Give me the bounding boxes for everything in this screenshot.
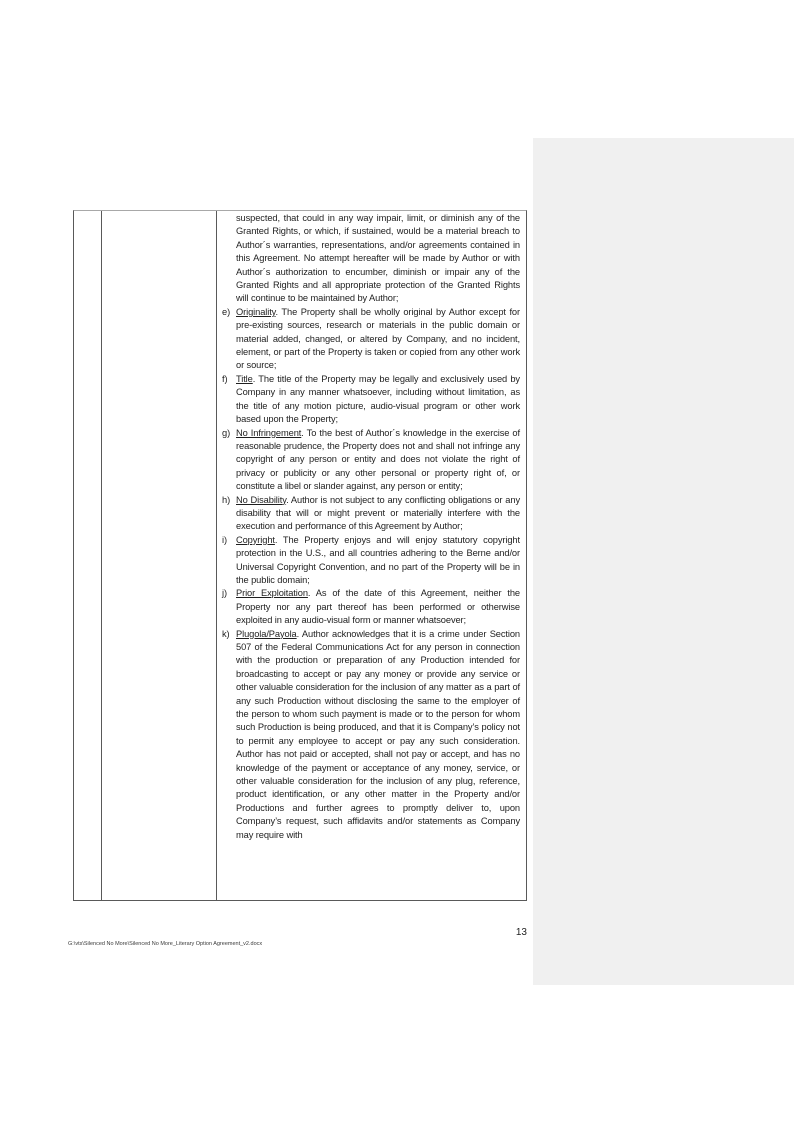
item-body: . The title of the Property may be legally and exclusively used by Company in any manner whatsoever, including without limitation, as the title of any motion picture, audio-visual program or other work based upon the Property; bbox=[236, 373, 520, 425]
item-letter: h) bbox=[222, 494, 231, 505]
item-letter: k) bbox=[222, 628, 230, 639]
footer-file-path: G:\vts\Silenced No More\Silenced No More_Literary Option Agreement_v2.docx bbox=[68, 941, 263, 947]
item-heading: No Disability bbox=[236, 494, 287, 505]
table-column-number bbox=[74, 211, 102, 900]
agreement-table bbox=[73, 210, 527, 901]
item-letter: j) bbox=[222, 588, 227, 599]
continuation-paragraph: suspected, that could in any way impair, limit, or diminish any of the Granted Rights, or which, if sustained, would be a material breach to Author´s warranties, representations, and/or agreements contained in this Agreement. No attempt hereafter will be made by Author or with Author´s authorization to encumber, diminish or impair any of the Granted Rights and all appropriate protection of the Granted Rights will continue to be maintained by Author; bbox=[236, 213, 520, 304]
item-letter: f) bbox=[222, 373, 228, 384]
item-body: . Author acknowledges that it is a crime under Section 507 of the Federal Communications Act for any person in connection with the production or preparation of any Production intended for broadcasting to accept or pay any money or provide any service or other valuable consideration for the inclusion of any matter as a part of any such Production without disclosing the same to the employer of the person to whom such payment is made or to the person for whom such Production is being produced, and that it is Company’s policy not to permit any employee to accept or pay any such consideration. Author has not paid or accepted, shall not pay or accept, and has no knowledge of the payment or acceptance of any money, service, or other valuable consideration for the inclusion of any plug, reference, product identification, or any other matter in the Property and/or Productions and further agrees to promptly deliver to, upon Company’s request, such affidavits and/or statements as Company may require with bbox=[236, 628, 520, 840]
item-letter: i) bbox=[222, 534, 227, 545]
warranty-item bbox=[217, 306, 520, 373]
page-number: 13 bbox=[515, 927, 527, 938]
item-body: . As of the date of this Agreement, neither the Property nor any part thereof has been performed or otherwise exploited in any audio-visual form or manner whatsoever; bbox=[236, 588, 521, 626]
table-column-content bbox=[217, 211, 526, 900]
item-body: . The Property enjoys and will enjoy statutory copyright protection in the U.S., and all countries adhering to the Berne and/or Universal Copyright Convention, and no part of the Property will be in the public domain; bbox=[236, 534, 520, 585]
item-heading: Originality bbox=[236, 306, 276, 317]
warranty-items bbox=[217, 306, 520, 842]
item-heading: No Infringement bbox=[236, 427, 302, 438]
warranty-item bbox=[217, 587, 520, 627]
item-heading: Copyright bbox=[236, 534, 275, 545]
table-column-label bbox=[102, 211, 217, 900]
warranty-item bbox=[217, 628, 520, 843]
item-body: . To the best of Author´s knowledge in the exercise of reasonable prudence, the Property does not and shall not infringe any copyright of any person or entity and does not violate the right of privacy or publicity or any other personal or property right of, or constitute a libel or slander against, any person or entity; bbox=[236, 427, 520, 492]
item-letter: e) bbox=[222, 306, 231, 317]
item-heading: Prior Exploitation bbox=[236, 588, 308, 599]
warranty-item bbox=[217, 427, 520, 494]
item-letter: g) bbox=[222, 427, 231, 438]
warranty-item bbox=[217, 373, 520, 427]
warranty-item bbox=[217, 494, 520, 534]
side-panel bbox=[533, 138, 794, 985]
item-body: . Author is not subject to any conflicting obligations or any disability that will or might prevent or materially interfere with the execution and performance of this Agreement by Author; bbox=[236, 494, 520, 532]
item-heading: Title bbox=[236, 373, 253, 384]
item-heading: Plugola/Payola bbox=[236, 628, 297, 639]
item-body: . The Property shall be wholly original by Author except for pre-existing sources, research or materials in the public domain or material added, changed, or altered by Company, and no incident, element, or part of the Property is taken or copied from any other work or source; bbox=[236, 306, 520, 371]
warranty-item bbox=[217, 534, 520, 588]
